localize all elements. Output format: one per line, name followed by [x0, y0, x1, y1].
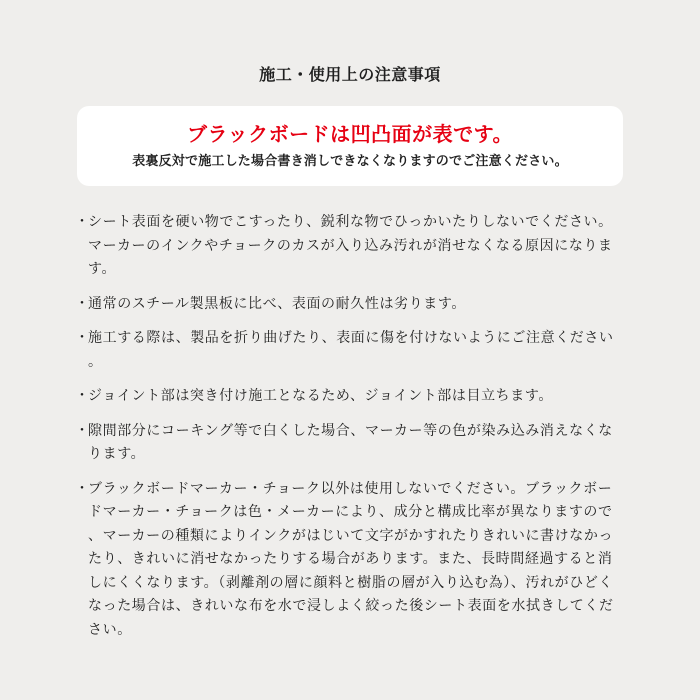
bullet-marker: ・	[75, 214, 90, 230]
list-item	[75, 293, 625, 317]
page-title: 施工・使用上の注意事項	[259, 65, 441, 84]
bullet-marker: ・	[75, 330, 90, 346]
note-text: 隙間部分にコーキング等で白くした場合、マーカー等の色が染み込み消えなくなります。	[88, 422, 613, 462]
bullet-marker: ・	[75, 388, 90, 404]
notice-box	[77, 106, 623, 186]
notes-list	[75, 211, 625, 653]
bullet-marker: ・	[75, 480, 90, 497]
list-item	[75, 420, 625, 467]
list-item	[75, 385, 625, 409]
note-text: シート表面を硬い物でこすったり、鋭利な物でひっかいたりしないでください。マーカーのインクやチョークのカスが入り込み汚れが消せなくなる原因になります。	[88, 214, 613, 277]
note-text: 施工する際は、製品を折り曲げたり、表面に傷を付けないようにご注意ください。	[88, 330, 614, 370]
note-text: ジョイント部は突き付け施工となるため、ジョイント部は目立ちます。	[88, 388, 553, 404]
note-text: 通常のスチール製黒板に比べ、表面の耐久性は劣ります。	[88, 295, 466, 312]
note-text: ブラックボードマーカー・チョーク以外は使用しないでください。ブラックボードマーカー・チョークは色・メーカーにより、成分と構成比率が異なりますので、マーカーの種類によりインクがはじいて文字がかすれたりきれいに書けなかったり、きれいに消せなかったりする場合があります。また、長時間経過すると消しにくくなります。（剥離剤の層に顔料と樹脂の層が入り込む為）、汚れがひどくなった場合は、きれいな布を水で浸しよく絞った後シート表面を水拭きしてください。	[88, 480, 614, 638]
list-item	[75, 478, 625, 643]
notice-subtext: 表裏反対で施工した場合書き消しできなくなりますのでご注意ください。	[132, 154, 568, 169]
notice-headline: ブラックボードは凹凸面が表です。	[187, 122, 513, 146]
list-item	[75, 327, 625, 374]
bullet-marker: ・	[75, 422, 90, 439]
bullet-marker: ・	[75, 295, 90, 312]
list-item	[75, 211, 625, 282]
